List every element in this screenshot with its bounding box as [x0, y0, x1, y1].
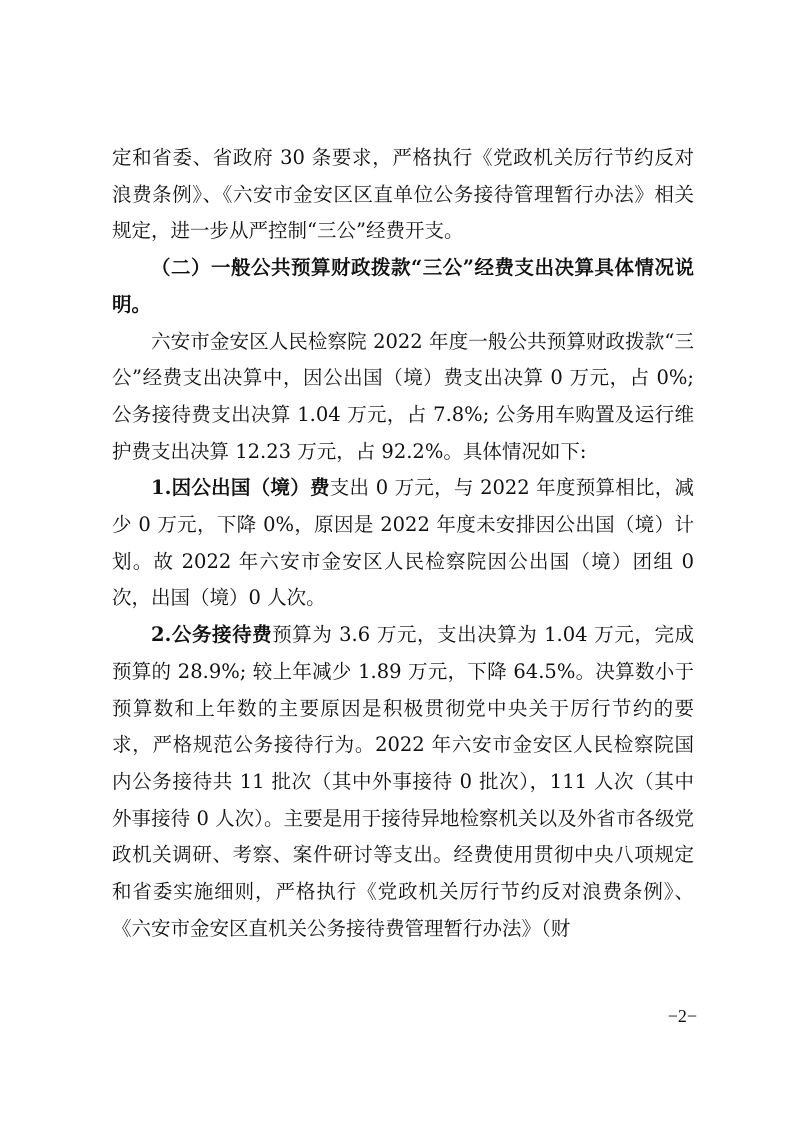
paragraph-summary: 六安市金安区人民检察院 2022 年度一般公共预算财政拨款“三公”经费支出决算中，因公出国（境）费支出决算 0 万元，占 0%;公务接待费支出决算 1.04 万元，占 7.8%; 公务用车购置及运行维护费支出决算 12.23 万元，占 92.2%。具体情况如下: [112, 329, 694, 463]
item-2-label: 2.公务接待费 [151, 623, 273, 647]
item-1-text: 支出 0 万元，与 2022 年度预算相比，减少 0 万元，下降 0%，原因是 2022 年度未安排因公出国（境）计划。故 2022 年六安市金安区人民检察院因公出国（境）团组 0 次，出国（境）0 人次。 [112, 476, 694, 610]
section-heading: （二）一般公共预算财政拨款“三公”经费支出决算具体情况说明。 [112, 256, 694, 316]
page-number: −2− [667, 1006, 697, 1026]
paragraph-continuation: 定和省委、省政府 30 条要求，严格执行《党政机关厉行节约反对浪费条例》、《六安市金安区区直单位公务接待管理暂行办法》相关规定，进一步从严控制“三公”经费开支。 [112, 146, 694, 243]
item-1-label: 1.因公出国（境）费 [151, 476, 330, 500]
document-body [112, 140, 694, 947]
paragraph-item-2 [112, 617, 694, 947]
paragraph-item-1 [112, 470, 694, 617]
item-2-text: 预算为 3.6 万元，支出决算为 1.04 万元，完成预算的 28.9%; 较上年减少 1.89 万元，下降 64.5%。决算数小于预算数和上年数的主要原因是积极贯彻党中央关于厉行节约的要求，严格规范公务接待行为。2022 年六安市金安区人民检察院国内公务接待共 11 批次（其中外事接待 0 批次），111 人次（其中外事接待 0 人次）。主要是用于接待异地检察机关以及外省市各级党政机关调研、考察、案件研讨等支出。经费使用贯彻中央八项规定和省委实施细则，严格执行《党政机关厉行节约反对浪费条例》、《六安市金安区直机关公务接待费管理暂行办法》（财 [112, 623, 694, 940]
